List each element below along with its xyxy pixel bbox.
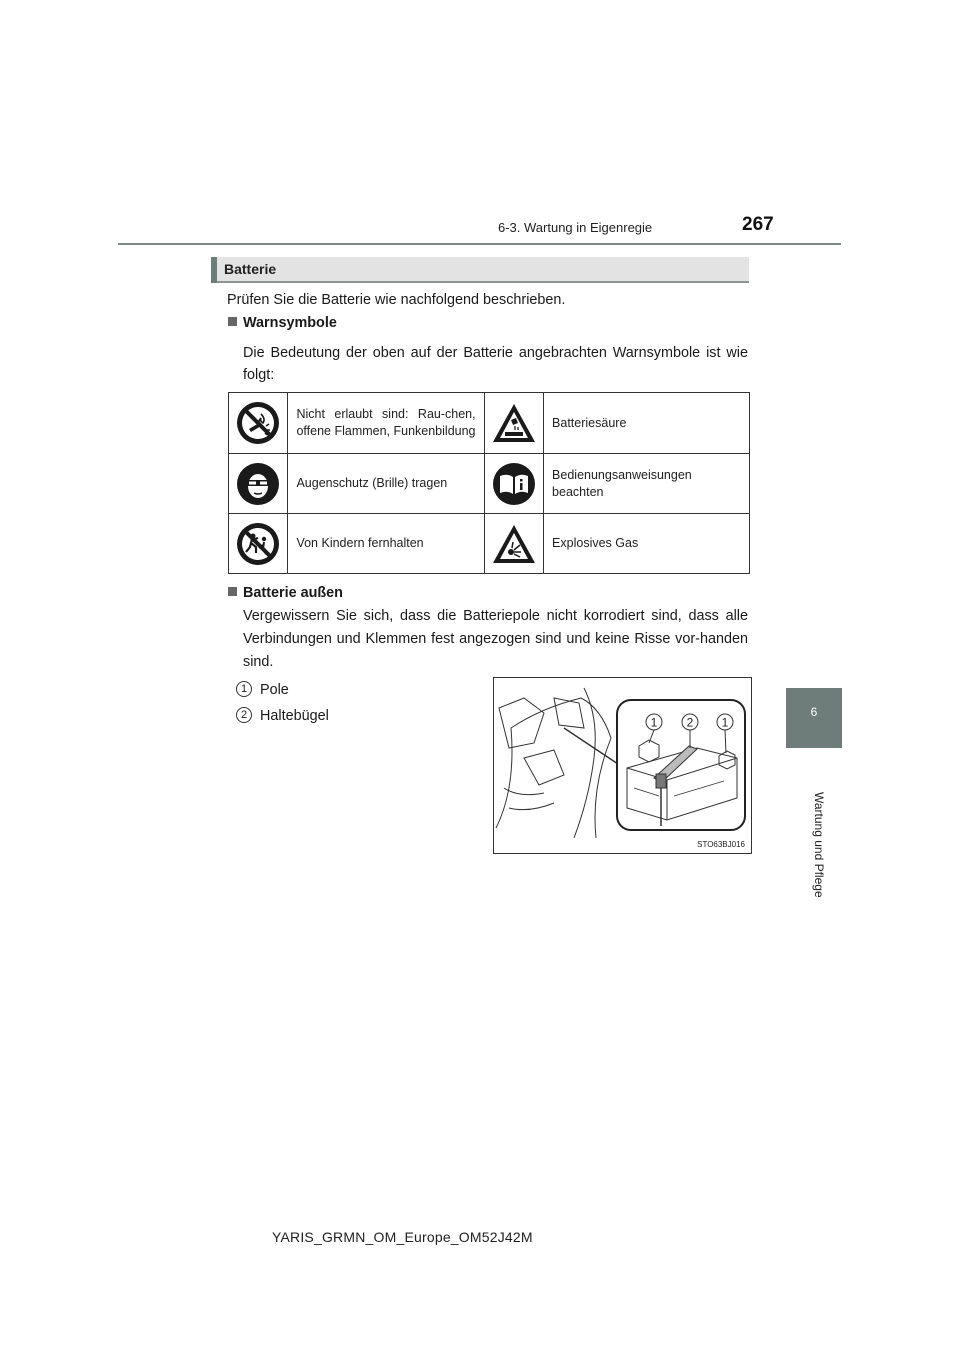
- callout-1-left: 1: [650, 715, 658, 730]
- read-instructions-icon: [484, 454, 543, 514]
- battery-acid-warning-icon: [484, 393, 543, 454]
- table-row: [229, 454, 750, 514]
- chapter-number: 6: [810, 705, 818, 719]
- figure-code: STO63BJ016: [697, 840, 745, 849]
- engine-bay-drawing: [494, 678, 751, 853]
- no-smoking-text: Nicht erlaubt sind: Rau-chen, offene Flammen, Funkenbildung: [288, 393, 484, 454]
- legend-item: [236, 679, 252, 697]
- battery-exterior-description: Vergewissern Sie sich, dass die Batteriepole nicht korrodiert sind, dass alle Verbindungen und Klemmen fest angezogen sind und keine Risse vor-handen sind.: [243, 608, 748, 670]
- explosive-gas-warning-icon: [484, 514, 543, 574]
- keep-away-from-children-icon: [229, 514, 288, 574]
- battery-exterior-heading: Batterie außen: [228, 584, 343, 602]
- section-title: 6-3. Wartung in Eigenregie: [498, 220, 653, 235]
- warning-symbols-heading: Warnsymbole: [228, 314, 337, 332]
- battery-illustration: [493, 677, 752, 854]
- table-row: [229, 393, 750, 454]
- square-bullet-icon: [228, 587, 237, 596]
- legend-label: Haltebügel: [260, 708, 329, 724]
- table-row: [229, 514, 750, 574]
- square-bullet-icon: [228, 317, 237, 326]
- section-heading-bar: [211, 257, 749, 283]
- header-rule: [118, 243, 841, 245]
- callout-2: 2: [686, 715, 694, 730]
- legend-label: Pole: [260, 682, 289, 698]
- no-smoking-flames-sparks-icon: [229, 393, 288, 454]
- intro-text: Prüfen Sie die Batterie wie nachfolgend beschrieben.: [227, 292, 566, 308]
- eye-protection-text: Augenschutz (Brille) tragen: [288, 454, 484, 514]
- chapter-label: Wartung und Pflege: [812, 792, 826, 898]
- read-instructions-text: Bedienungsanweisungen beachten: [544, 454, 750, 514]
- footer-document-id: YARIS_GRMN_OM_Europe_OM52J42M: [272, 1229, 533, 1245]
- eye-protection-icon: [229, 454, 288, 514]
- section-heading-marker: [211, 257, 217, 283]
- callout-number: 2: [236, 707, 252, 723]
- keep-away-from-children-text: Von Kindern fernhalten: [288, 514, 484, 574]
- warning-symbols-description: Die Bedeutung der oben auf der Batterie angebrachten Warnsymbole ist wie folgt:: [243, 345, 748, 383]
- warning-symbols-table: [228, 392, 750, 574]
- callout-number: 1: [236, 681, 252, 697]
- explosive-gas-text: Explosives Gas: [544, 514, 750, 574]
- page-number: 267: [742, 214, 774, 235]
- battery-acid-text: Batteriesäure: [544, 393, 750, 454]
- callout-1-right: 1: [721, 715, 729, 730]
- legend-item: [236, 705, 252, 723]
- section-heading: Batterie: [224, 261, 277, 277]
